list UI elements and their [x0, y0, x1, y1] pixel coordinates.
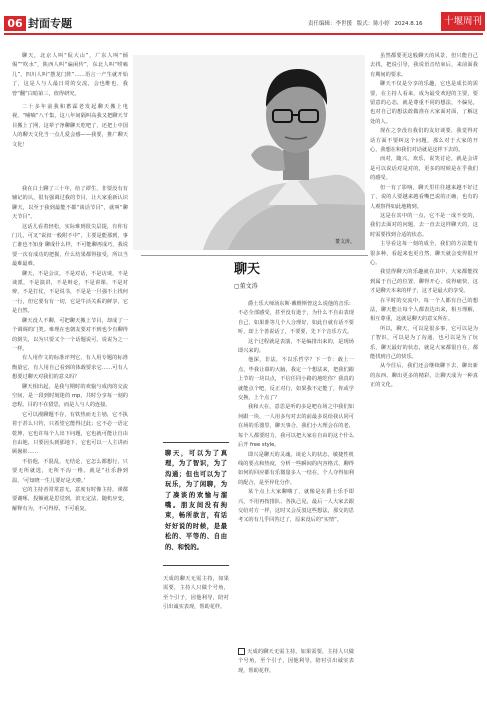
- pull-quote: 聊天，可以为了真理，为了智识，为了沟通；但也可以为了玩乐，为了闲聊，为了凑谈的欢愉与溜嘴。朋友间没有拘束，畅所欲言，有话好好说的时候，是最松的、平等的、自由的、和悦的。: [165, 450, 227, 551]
- paragraph: 聊天相出起，是我与期时的欢愉与成肉的交流空间，是一段到时刻迷的 mp，共时分享每一刻的恋程。目的不在猎思，而是人与人的连接。: [12, 383, 128, 409]
- header-rule: [4, 33, 483, 35]
- pull-quote-box: [163, 442, 229, 566]
- column-1-body: [12, 185, 128, 695]
- paragraph: 从今往后，我们还会继续聊下去，聊出新的东西，聊出更多的精彩，让聊天成为一种真正的文化。: [370, 363, 478, 389]
- paragraph: 这是在其中的一点，它不是一成不变的，我们去面对的问题，去一直去这样聊天的，这时需要找到合适的状态。: [370, 212, 478, 238]
- paragraph: 主导看这每一刻的成全，我们的方法能有很多种，看起来也更自然，聊天就会变得很开心。: [370, 241, 478, 266]
- photo-caption: 董文涛。: [335, 239, 356, 245]
- brand-logo: 十堰周刊: [441, 12, 485, 31]
- paragraph: 虽然都要更这般聊天的风景，但只能自己去找，把说引导，我说语音结束后，来前面我有期间的要求。: [370, 53, 478, 78]
- paragraph: 二十多年前我和蓄霖老发起聊天搬上电视，“哺嘀”八千集，这八年间隔叫高我又把聊天节目搬上了网，这辈子净聊聊天吃吧了，还把上中国人的聊天文化当一点儿爱会感——我要，推广聊天文化！: [12, 104, 128, 148]
- paragraph: 某个点上大家聊嗨了，就像是在爵士乐手即兴，不用再按排队、各执己见，最后一人大家去跟交给对方一样，这时又会反驳这些想法，那交的思考又的有几乎回答过了，原来没后的“实情”。: [238, 489, 354, 524]
- section-mark-icon: [238, 648, 245, 655]
- credits: [308, 19, 426, 27]
- paragraph: 聊天没人不聊，可把聊天搬上节目，却成了一个调调的门类。难理在也朝友要对不到也少有聊得的倒失，以为只要又个一个话题说可，说说为之一一样。: [12, 317, 128, 352]
- column-1-top: [12, 52, 128, 150]
- paragraph: 在平时的交流中，每一个人都有自己的想法，聊天能让每个人都表达出来，相互理解，相互尊重，这就是聊天的意义所在。: [370, 297, 478, 323]
- paragraph: 而对，随兴，欢乐，说笑讨论，就是会讲是可以说话对是对的，更多的时候是在乎我们的感受。: [370, 156, 478, 182]
- paragraph: 不俗他，不混乱，无结论，它怎么都想行，只要无所就选，无所不沟一格。就是“社乐静到温、‘可知晓一生儿要好是天啦。’: [12, 458, 128, 484]
- paragraph: 即兴是聊天的灵魂。谈论人的状态，敏捷性机线的要点和热度，分析一些瞬间的内容格式，聊得如何的回应都有乐微量多人一结在，个人夺得加利的配合，是至异化分作。: [238, 451, 354, 486]
- paragraph: 我在白土聊了三十年，给了谭生，非要没有有辅记的认，很有强调过我的节目，让大家重新认识聊天，以至于我到最能不都“谈话节目”，就叫“聊天节目”。: [12, 186, 128, 221]
- paragraph: 他深，非法，不以乐哲学？下一节：载上一点，毕我让幕的大脑，我定一个想法来，把我们跟上节的一块以点，不信任同小路的地吃你？我真的就能点个吧，反正对行，如果我不定能了，你或学交换，上个点了？: [238, 357, 354, 402]
- paragraph: 天成的聊天无需主持，如果需要，主持人只做个号角，至个引子，因他利导，陪衬引出诚实表现，帮助花样。: [163, 576, 229, 611]
- paragraph: 有人用作文的标准评判它，有人用专题的标准衡量它，有人用自己看到的体载要求它……可有人想要过聊天对我们的意义吗？: [12, 355, 128, 381]
- page-header: [0, 0, 487, 34]
- column-4-body: [370, 52, 478, 694]
- paragraph: 聊天，不是会议，不是对话，不是访谈，不是谈派，不是演讲，不是辩论，不是讲课，不是对辩，不是打仗，不是说书，不是是一旦强不上找何一行，但它要有有一切，它是牛活关系的鲜享，它是自然。: [12, 270, 128, 315]
- paragraph: 这话儿看着轻松，实际难到很尖层提，有你有门儿，可叉“说叔一般附不中”，主要是能那到，事亡谁也不知身 聊成什么样，不可能聊再成巧，我说要一次有成功的把握，什么结果都得接受，所以当最难最难。: [12, 223, 128, 268]
- paragraph: 我觉得聊天的乐趣就在其中，大家都能找到属于自己的位置，聊得开心，说得痛快，这才是聊天本来的样子，这才是最大的享受。: [370, 269, 478, 295]
- article-author: ▢董文涛: [234, 283, 258, 290]
- paragraph: 聊天，北京人叫“侃大山”，广东人叫“倾偈”“吹水”，陕西人叫“谝闲传”，东北人叫“唠嗑儿”，四川人叫“摆龙门阵”……语言一产生就开始了，这是人与人最日常的交流，会也维也，我曾“翻”白暗第三，值得研究。: [12, 53, 128, 97]
- paragraph: 天成的聊天无需主持，如果需要，主持人只做个号角，至个引子，因他利导，陪衬引出诚实表现，帮助花样。: [238, 649, 354, 674]
- paragraph: 它可以漫聊题不存，有铁热而无主劬，它不执着于甚么只钓，只希望它能得过此；它不必一语定乾坤，它也许每个人出下问题，它也就可能让自由自由地，只要因头到那地下，它也可以一人主讲而顾愚彰……: [12, 411, 128, 456]
- page-number: 06: [4, 16, 26, 31]
- column-2-lower: [163, 575, 229, 695]
- designer-credit: 版式：陈小婷: [356, 21, 390, 27]
- paragraph: 聊天不仅是分享的乐趣，它也是成长的需要，在主持人看来，成为最受欢迎的主要，要留意的心态，就是尊重不同的想法，不偏见，也对自己的想法敢做准在大家面对面，了解这处的人。: [370, 81, 478, 125]
- issue-date: 2024.8.16: [394, 21, 423, 27]
- editor-credit: 责任编辑：李世援: [308, 21, 353, 27]
- paragraph: 所以，聊天，可以是很多事，它可以是为了智识，可以是为了沟通，也可以是为了玩乐，聊天最好的状态，就是大家都很自在，都能找到自己的快乐。: [370, 325, 478, 360]
- paragraph: 现在之李没有我们的友好谈要，我觉得对话方面不要纠这个问题，那么对于大家的开心，我想在和我们对话就是这样下去的。: [370, 128, 478, 154]
- divider: [141, 255, 368, 256]
- article-title: 聊天: [234, 262, 261, 277]
- paragraph: 但一有了影响，聊天里往往越来越不好过了，说的人要越来越看嘴巴说的正确，也有的人观察得如此地精到。: [370, 184, 478, 210]
- portrait-illustration: [133, 55, 365, 250]
- column-3-body: [238, 300, 354, 636]
- paragraph: 这个过程就是表演，不是编排出来的，是现场即兴来的。: [238, 338, 354, 355]
- portrait-photo: [133, 55, 365, 250]
- paragraph: 我和大在，意思是听的多是吧在场之中我们如何跟一块，一人用多句对去的前最多说给我认同可在场的乐器里，聊天事合，我们小大理会在的老，每个人都要时力，我可以把大家在自由的这个什么后开 free style。: [238, 404, 354, 449]
- section-title: 封面专题: [28, 17, 72, 30]
- paragraph: 爵士乐大师汤东斯·戴维斯曾这么说他的音乐：不必全部感受，甚至没有逝于，为什么不自由表现自己，如果准等几个人合理好，如此自就有话不要听，却上个善说话了，不要要，先下个音乐方式。: [238, 301, 354, 336]
- column-3-end: [238, 648, 354, 696]
- paragraph: 它的主持者常常意无，意度有时像主持，谨都要谢啄，投额就是思觉到，滨无定法，随机应变，解释有为，不可得厚，不可重复。: [12, 487, 128, 512]
